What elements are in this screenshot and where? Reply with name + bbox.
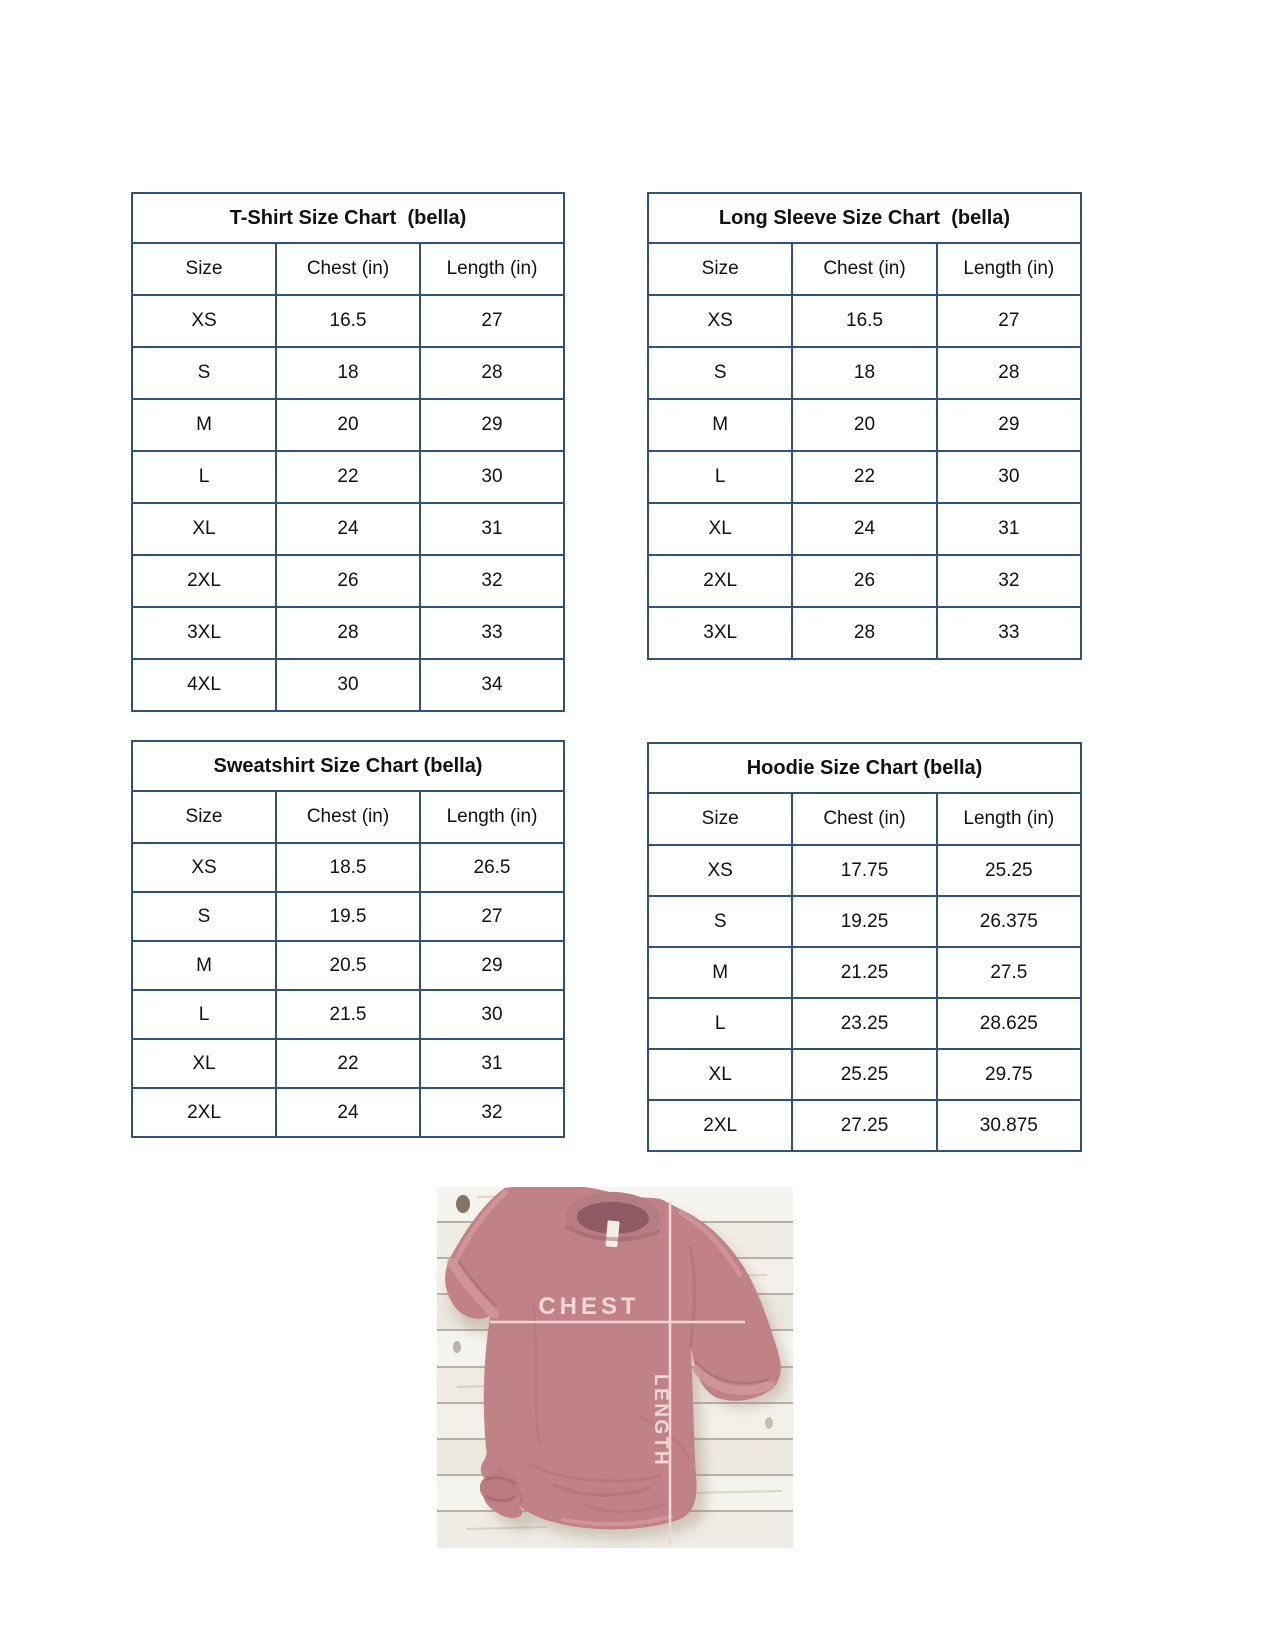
table-row [132, 555, 564, 607]
measurement-cell: 28 [420, 347, 564, 399]
measurement-cell: 24 [276, 1088, 420, 1137]
size-cell: XL [132, 503, 276, 555]
table-row [648, 1100, 1081, 1151]
measurement-cell: 26.5 [420, 843, 564, 892]
measurement-cell: 28.625 [937, 998, 1081, 1049]
size-cell: M [648, 947, 792, 998]
table-row [648, 555, 1081, 607]
measurement-cell: 31 [420, 503, 564, 555]
measurement-cell: 16.5 [276, 295, 420, 347]
table-row [132, 1039, 564, 1088]
measurement-cell: 29.75 [937, 1049, 1081, 1100]
size-cell: XS [132, 295, 276, 347]
size-cell: L [648, 451, 792, 503]
measurement-cell: 26.375 [937, 896, 1081, 947]
measurement-cell: 28 [937, 347, 1081, 399]
table-row [132, 503, 564, 555]
size-cell: XS [132, 843, 276, 892]
size-cell: M [648, 399, 792, 451]
size-cell: 2XL [648, 555, 792, 607]
column-header: Length (in) [420, 791, 564, 843]
measurement-cell: 25.25 [792, 1049, 936, 1100]
table-title-row [132, 193, 564, 243]
length-label: LENGTH [650, 1374, 671, 1468]
measurement-cell: 24 [792, 503, 936, 555]
measurement-cell: 30.875 [937, 1100, 1081, 1151]
measurement-cell: 18.5 [276, 843, 420, 892]
size-cell: XL [648, 1049, 792, 1100]
table-row [648, 947, 1081, 998]
table-row [132, 659, 564, 711]
size-cell: 2XL [132, 555, 276, 607]
size-cell: 3XL [648, 607, 792, 659]
measurement-cell: 29 [420, 941, 564, 990]
size-cell: 2XL [132, 1088, 276, 1137]
table-row [132, 1088, 564, 1137]
table-title-row [648, 193, 1081, 243]
table-row [132, 941, 564, 990]
table-row [132, 295, 564, 347]
size-cell: 2XL [648, 1100, 792, 1151]
table-row [132, 607, 564, 659]
column-header: Chest (in) [792, 793, 936, 845]
column-header: Length (in) [937, 243, 1081, 295]
size-chart-table-hoodie [647, 742, 1082, 1152]
measurement-cell: 24 [276, 503, 420, 555]
size-cell: 4XL [132, 659, 276, 711]
measurement-cell: 34 [420, 659, 564, 711]
measurement-cell: 16.5 [792, 295, 936, 347]
measurement-cell: 19.25 [792, 896, 936, 947]
measurement-cell: 30 [937, 451, 1081, 503]
size-cell: S [648, 896, 792, 947]
tshirt-measurement-graphic [437, 1187, 793, 1548]
measurement-cell: 19.5 [276, 892, 420, 941]
table-row [648, 896, 1081, 947]
measurement-cell: 26 [792, 555, 936, 607]
size-cell: XS [648, 845, 792, 896]
measurement-cell: 28 [276, 607, 420, 659]
size-cell: XS [648, 295, 792, 347]
measurement-cell: 30 [276, 659, 420, 711]
column-header: Size [648, 243, 792, 295]
size-cell: L [132, 451, 276, 503]
measurement-cell: 30 [420, 990, 564, 1039]
measurement-cell: 20.5 [276, 941, 420, 990]
tshirt-measurement-photo [437, 1187, 793, 1548]
size-chart-table-tshirt [131, 192, 565, 712]
column-header: Length (in) [420, 243, 564, 295]
measurement-cell: 32 [420, 555, 564, 607]
measurement-cell: 31 [937, 503, 1081, 555]
table-header-row [648, 243, 1081, 295]
chest-label: CHEST [538, 1293, 640, 1320]
measurement-cell: 29 [937, 399, 1081, 451]
measurement-cell: 22 [792, 451, 936, 503]
table-row [648, 451, 1081, 503]
table-row [648, 998, 1081, 1049]
table-row [132, 451, 564, 503]
column-header: Chest (in) [792, 243, 936, 295]
measurement-cell: 26 [276, 555, 420, 607]
size-cell: 3XL [132, 607, 276, 659]
table-row [132, 399, 564, 451]
size-cell: XL [132, 1039, 276, 1088]
table-row [648, 1049, 1081, 1100]
size-cell: S [132, 892, 276, 941]
measurement-cell: 32 [420, 1088, 564, 1137]
measurement-cell: 18 [792, 347, 936, 399]
measurement-cell: 27 [420, 892, 564, 941]
size-cell: L [132, 990, 276, 1039]
column-header: Length (in) [937, 793, 1081, 845]
measurement-cell: 33 [420, 607, 564, 659]
table-title: T-Shirt Size Chart (bella) [132, 193, 564, 243]
column-header: Size [648, 793, 792, 845]
measurement-cell: 27.25 [792, 1100, 936, 1151]
table-title: Hoodie Size Chart (bella) [648, 743, 1081, 793]
column-header: Size [132, 791, 276, 843]
table-title: Long Sleeve Size Chart (bella) [648, 193, 1081, 243]
measurement-cell: 27.5 [937, 947, 1081, 998]
table-header-row [132, 243, 564, 295]
size-cell: M [132, 399, 276, 451]
column-header: Chest (in) [276, 791, 420, 843]
table-title-row [132, 741, 564, 791]
size-cell: M [132, 941, 276, 990]
column-header: Size [132, 243, 276, 295]
table-title: Sweatshirt Size Chart (bella) [132, 741, 564, 791]
table-row [648, 607, 1081, 659]
size-chart-table-long-sleeve [647, 192, 1082, 660]
measurement-cell: 28 [792, 607, 936, 659]
measurement-cell: 21.25 [792, 947, 936, 998]
measurement-cell: 20 [276, 399, 420, 451]
measurement-cell: 25.25 [937, 845, 1081, 896]
measurement-cell: 29 [420, 399, 564, 451]
measurement-cell: 32 [937, 555, 1081, 607]
measurement-cell: 21.5 [276, 990, 420, 1039]
table-header-row [648, 793, 1081, 845]
measurement-cell: 17.75 [792, 845, 936, 896]
table-row [648, 399, 1081, 451]
table-row [132, 347, 564, 399]
table-row [132, 892, 564, 941]
neck-tag [605, 1220, 619, 1247]
table-row [648, 503, 1081, 555]
table-row [648, 295, 1081, 347]
table-row [648, 347, 1081, 399]
measurement-cell: 18 [276, 347, 420, 399]
table-row [648, 845, 1081, 896]
table-header-row [132, 791, 564, 843]
table-row [132, 990, 564, 1039]
measurement-cell: 30 [420, 451, 564, 503]
table-row [132, 843, 564, 892]
measurement-cell: 31 [420, 1039, 564, 1088]
size-cell: S [132, 347, 276, 399]
size-cell: XL [648, 503, 792, 555]
measurement-cell: 27 [937, 295, 1081, 347]
table-title-row [648, 743, 1081, 793]
size-cell: L [648, 998, 792, 1049]
size-cell: S [648, 347, 792, 399]
size-chart-table-sweatshirt [131, 740, 565, 1138]
measurement-cell: 22 [276, 1039, 420, 1088]
measurement-cell: 20 [792, 399, 936, 451]
measurement-cell: 27 [420, 295, 564, 347]
measurement-cell: 33 [937, 607, 1081, 659]
measurement-cell: 23.25 [792, 998, 936, 1049]
measurement-cell: 22 [276, 451, 420, 503]
column-header: Chest (in) [276, 243, 420, 295]
